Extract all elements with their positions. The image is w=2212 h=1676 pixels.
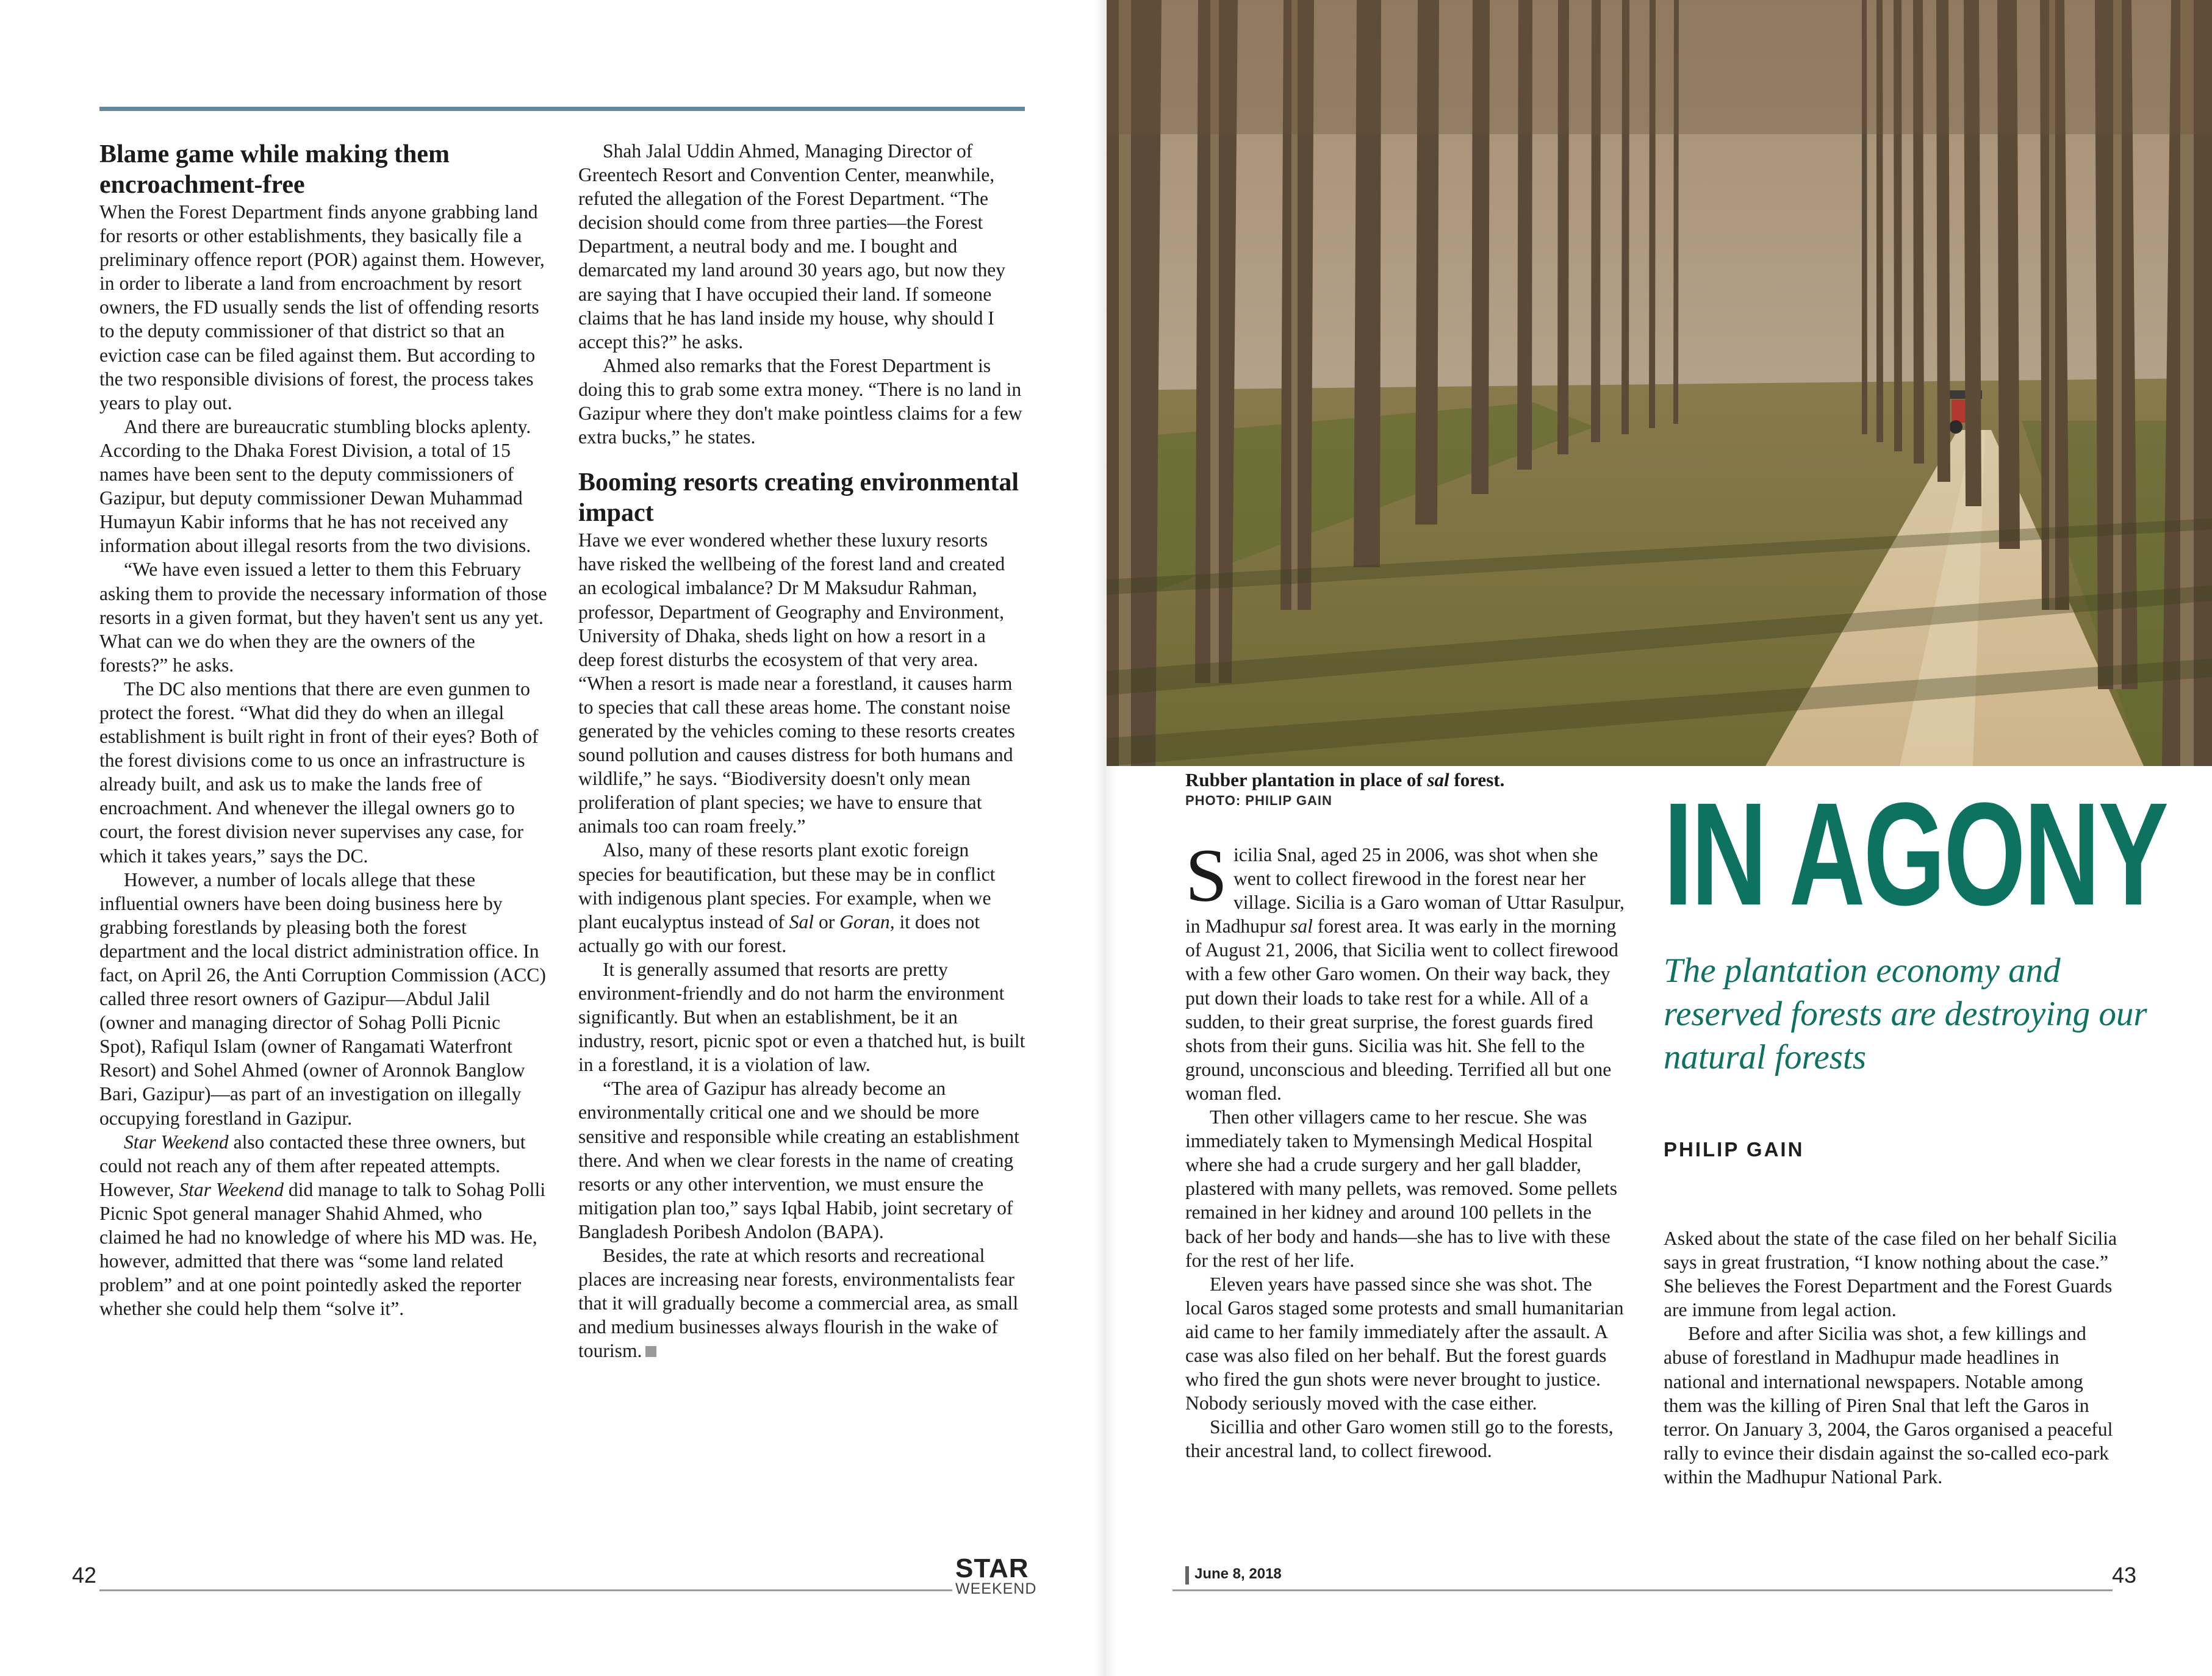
section-heading-blame-game: Blame game while making them encroachment-free — [99, 140, 450, 199]
text-span: or — [814, 911, 840, 933]
article-column-b — [578, 139, 1026, 1363]
paragraph — [99, 1130, 547, 1321]
text-span: , it does not actually go with our forest. — [578, 911, 980, 956]
text-span: Besides, the rate at which resorts and recreational places are increasing near forests, environmentalists fear that it will gradually become a commercial area, as small and medium businesses always flourish in the wake of tourism. — [578, 1245, 1019, 1362]
text-span: also contacted these three owners, but could not reach any of them after repeated attempts. However, — [99, 1131, 526, 1200]
article-column-d — [1664, 1227, 2123, 1489]
page-number-right: 43 — [2112, 1563, 2137, 1588]
issue-date: June 8, 2018 — [1194, 1566, 1282, 1582]
photo-credit: PHOTO: PHILIP GAIN — [1185, 793, 1332, 808]
photo-caption — [1185, 768, 1734, 810]
logo-weekend-text: WEEKEND — [955, 1580, 1037, 1597]
text-span: forest. — [1449, 769, 1505, 790]
paragraph: Ahmed also remarks that the Forest Department is doing this to grab some extra money. “There is no land in Gazipur where they don't make pointless claims for a few extra bucks,” he states. — [578, 354, 1022, 448]
article-column-c — [1185, 834, 1632, 1463]
text-span: forest area. It was early in the morning of August 21, 2006, that Sicilia went to collect firewood with a few other Garo women. On their way back, they put down their loads to take rest for a while. All of a sudden, to their great surprise, the forest guards fired shots from their guns. Sicilia was hit. She fell to the ground, unconscious and bleeding. Terrified all but one woman fled. — [1185, 915, 1618, 1104]
caption-text — [1185, 768, 1734, 792]
text-span: Rubber plantation in place of — [1185, 769, 1427, 790]
article-column-a — [99, 139, 547, 1320]
paragraph: The DC also mentions that there are even gunmen to protect the forest. “What did they do when an illegal establishment is built right in front of their eyes? Both of the forest divisions come to us once an infrastructure is already built, and ask us to make the lands free of encroachment. And whenever the illegal owners go to court, the forest division never supervises any case, for which it takes years,” says the DC. — [99, 678, 539, 867]
paragraph: It is generally assumed that resorts are pretty environment-friendly and do not harm the environment significantly. But when an establishment, be it an industry, resort, picnic spot or even a thatched hut, is built in a forestland, it is a violation of law. — [578, 958, 1025, 1076]
paragraph: Asked about the state of the case filed on her behalf Sicilia says in great frustration, “I know nothing about the case.” She believes the Forest Department and the Forest Guards are immune from legal action. — [1664, 1228, 2117, 1321]
paragraph: “We have even issued a letter to them this February asking them to provide the necessary information of those resorts in a given format, but they haven't sent us any yet. What can we do when they are the owners of the forests?” he asks. — [99, 559, 547, 676]
paragraph: Have we ever wondered whether these luxury resorts have risked the wellbeing of the forest land and created an ecological imbalance? Dr M Maksudur Rahman, professor, Department of Geography and Environment, University of Dhaka, sheds light on how a resort in a deep forest disturbs the ecosystem of that very area. “When a resort is made near a forestland, it causes harm to species that call these areas home. The constant noise generated by the vehicles coming to these resorts creates sound pollution and causes distress for both humans and wildlife,” he says. “Biodiversity doesn't only mean proliferation of plant species; we have to ensure that animals too can roam freely.” — [578, 529, 1015, 837]
paragraph: Before and after Sicilia was shot, a few killings and abuse of forestland in Madhupur made headlines in national and international newspapers. Notable among them was the killing of Piren Snal that left the Garos in terror. On January 3, 2004, the Garos organised a peaceful rally to evince their disdain against the so-called eco-park within the Madhupur National Park. — [1664, 1323, 2113, 1488]
page-number-left: 42 — [72, 1563, 97, 1588]
drop-cap: S — [1185, 834, 1227, 917]
italic-text: Goran — [839, 911, 890, 933]
paragraph: Sicillia and other Garo women still go to the forests, their ancestral land, to collect firewood. — [1185, 1416, 1614, 1462]
section-heading-booming-resorts: Booming resorts creating environmental impact — [578, 468, 1019, 528]
italic-text: Sal — [789, 911, 814, 933]
paragraph: Then other villagers came to her rescue. She was immediately taken to Mymensingh Medical Hospital where she had a crude surgery and her gall bladder, plastered with many pellets, was removed. Some pellets remained in her kidney and around 100 pellets in the back of her body and hands—she has to live with these for the rest of her life. — [1185, 1106, 1618, 1271]
article-subhead: The plantation economy and reserved forests are destroying our natural forests — [1664, 951, 2147, 1076]
paragraph: And there are bureaucratic stumbling blocks aplenty. According to the Dhaka Forest Division, a total of 15 names have been sent to the deputy commissioners of Gazipur, but deputy commissioner Dewan Muhammad Humayun Kabir informs that he has not received any information about illegal resorts from the two divisions. — [99, 415, 531, 557]
paragraph — [1185, 834, 1632, 1105]
italic-text: Star Weekend — [179, 1178, 284, 1200]
paragraph: Eleven years have passed since she was shot. The local Garos staged some protests and small humanitarian aid came to her family immediately after the assault. A case was also filed on her behalf. But the forest guards who fired the gun shots were never brought to justice. Nobody seriously moved with the case either. — [1185, 1273, 1624, 1414]
italic-text: Star Weekend — [124, 1131, 229, 1153]
text-span: did manage to talk to Sohag Polli Picnic Spot general manager Shahid Ahmed, who claimed he had no knowledge of where his MD was. He, however, admitted that there was “some land related problem” and at one point pointedly asked the reporter whether she could help them “solve it”. — [99, 1178, 546, 1320]
date-marker — [1185, 1566, 1189, 1585]
logo-star-text: STAR — [955, 1553, 1029, 1583]
paragraph: When the Forest Department finds anyone grabbing land for resorts or other establishments, they basically file a preliminary offence report (POR) against them. However, in order to liberate a land from encroachment by resort owners, the FD usually sends the list of offending resorts to the deputy commissioner of that district so that an eviction case can be filed against them. But according to the two responsible divisions of forest, the process takes years to play out. — [99, 201, 545, 414]
paragraph — [578, 838, 1026, 957]
star-weekend-logo — [955, 1553, 1037, 1597]
footer-rule-right — [1172, 1589, 2113, 1591]
italic-text: sal — [1427, 769, 1449, 790]
italic-text: sal — [1290, 915, 1313, 937]
paragraph: However, a number of locals allege that these influential owners have been doing business here by grabbing forestlands by pleasing both the forest department and the local district administration office. In fact, on April 26, the Anti Corruption Commission (ACC) called three resort owners of Gazipur—Abdul Jalil (owner and managing director of Sohag Polli Picnic Spot), Rafiqul Islam (owner of Rangamati Waterfront Resort) and Sohel Ahmed (owner of Aronnok Banglow Bari, Gazipur)—as part of an investigation on illegally occupying forestland in Gazipur. — [99, 868, 546, 1129]
end-mark-icon — [645, 1346, 656, 1357]
rubber-plantation-photo — [1107, 0, 2212, 766]
article-headline: IN AGONY — [1664, 772, 2167, 936]
text-span: icilia Snal, aged 25 in 2006, was shot when she went to collect firewood in the forest near her village. Sicilia is a Garo woman of Uttar Rasulpur, in Madhupur — [1185, 844, 1625, 937]
paragraph: Shah Jalal Uddin Ahmed, Managing Director of Greentech Resort and Convention Center, meanwhile, refuted the allegation of the Forest Department. “The decision should come from three parties—the Forest Department, a neutral body and me. I bought and demarcated my land around 30 years ago, but now they are saying that I have occupied their land. If someone claims that he has land inside my house, why should I accept this?” he asks. — [578, 140, 1006, 353]
text-span: Also, many of these resorts plant exotic foreign species for beautification, but these may be in conflict with indigenous plant species. For example, when we plant eucalyptus instead of — [578, 839, 996, 933]
paragraph — [578, 1244, 1026, 1363]
article-byline: PHILIP GAIN — [1664, 1138, 1804, 1161]
paragraph: “The area of Gazipur has already become an environmentally critical one and we should be more sensitive and responsible while creating an establishment there. And when we clear forests in the name of creating resorts or any other intervention, we must ensure the mitigation plan too,” says Iqbal Habib, joint secretary of Bangladesh Poribesh Andolon (BAPA). — [578, 1078, 1019, 1242]
top-rule — [99, 107, 1025, 111]
footer-rule-left — [99, 1589, 952, 1591]
